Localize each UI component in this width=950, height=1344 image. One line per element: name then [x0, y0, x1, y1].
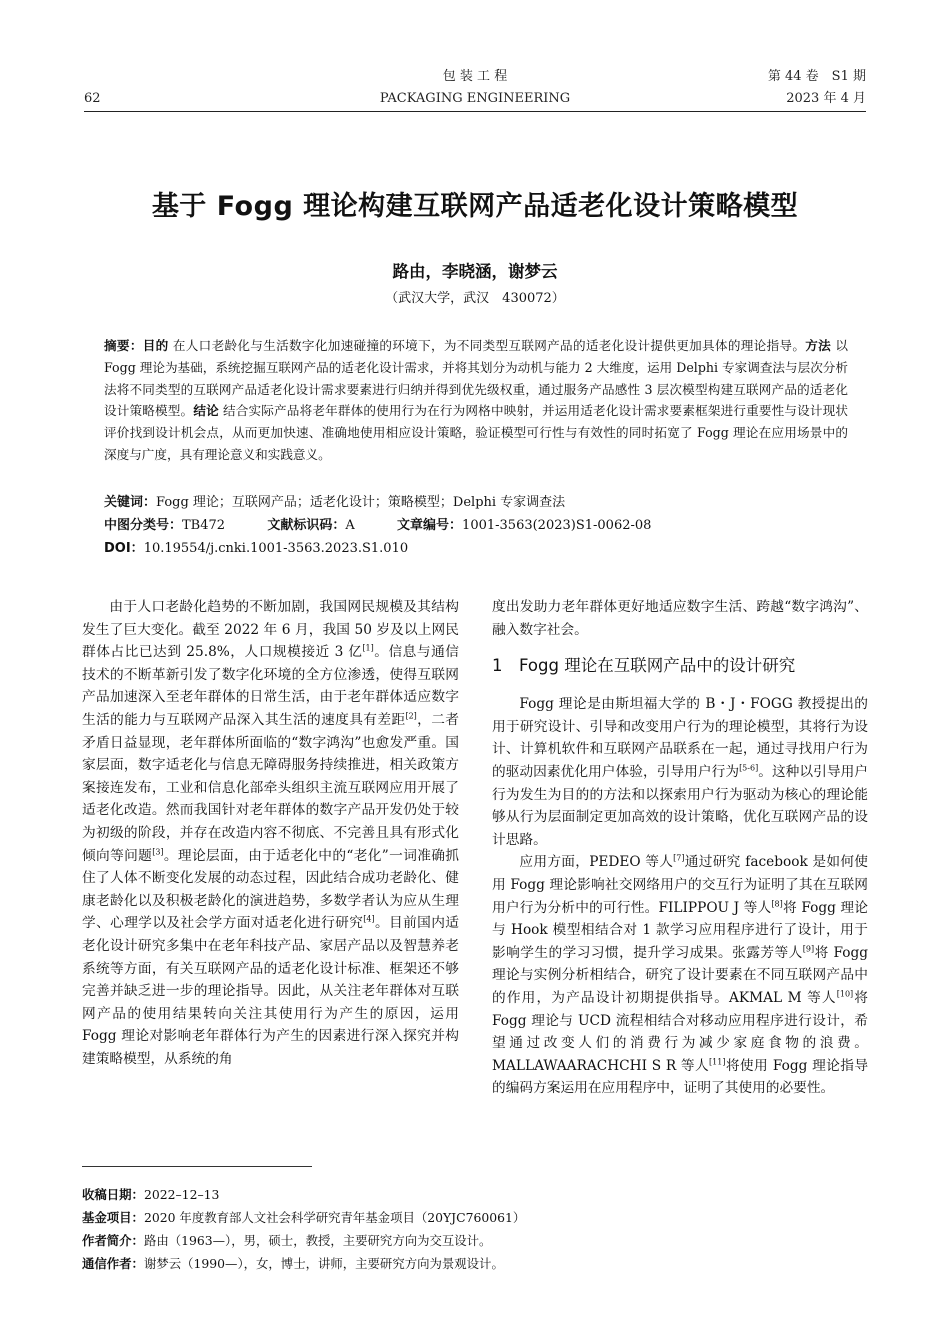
keywords: Fogg 理论；互联网产品；适老化设计；策略模型；Delphi 专家调查法 — [156, 495, 566, 510]
doc-code-label: 文献标识码： — [267, 518, 346, 533]
text-run: 由于人口老龄化趋势的不断加剧，我国网民规模及其结构发生了巨大变化。截至 2022 年 6 月，我国 50 岁及以上网民群体占比已达到 25.8%，人口规模接近 3 亿 — [82, 599, 459, 661]
citation: [3] — [152, 846, 164, 856]
paragraph — [492, 693, 868, 851]
text-run: ，二者矛盾日益显现，老年群体所面临的“数字鸿沟”也愈发严重。国家层面，数字适老化与信息无障碍服务持续推进，相关政策方案接连发布，工业和信息化部牵头组织主流互联网应用开展了适老化改造。然而我国针对老年群体的数字产品开发仍处于较为初级的阶段，并存在改造内容不彻底、不完善且具有形式化倾向等问题 — [82, 711, 459, 864]
section-heading: 1 Fogg 理论在互联网产品中的设计研究 — [492, 656, 796, 676]
method-label: 方法 — [805, 338, 832, 353]
clc-code: TB472 — [182, 518, 226, 533]
received-date: 2022–12–13 — [143, 1187, 220, 1202]
body-right-column — [492, 596, 868, 1100]
text-run: 将 Fogg 理论与 Hook 模型相结合对 1 款学习应用程序进行了设计，用于影响学生的学习习惯，提升学习成果。张露芳等人 — [492, 899, 868, 961]
citation: [1] — [362, 643, 374, 653]
text-run: 。理论层面，由于适老化中的“老化”一词准确抓住了人体不断变化发展的动态过程，因此结合成功老龄化、健康老龄化以及积极老龄化的演进趋势，多数学者认为应从生理学、心理学以及社会学方面对适老化进行研究 — [82, 847, 459, 932]
abstract-conclusion: 结合实际产品将老年群体的使用行为在行为网格中映射，并运用适老化设计需求要素框架进行重要性与设计现状评价找到设计机会点，从而更加快速、准确地使用相应设计策略，验证模型可行性与有效性的同时拓宽了 Fogg 理论在应用场景中的深度与广度，具有理论意义和实践意义。 — [104, 403, 849, 462]
journal-name-en: PACKAGING ENGINEERING — [379, 91, 571, 106]
conclusion-label: 结论 — [193, 403, 219, 419]
journal-name-cn: 包 装 工 程 — [442, 69, 508, 84]
corresponding-author: 谢梦云（1990—），女，博士，讲师，主要研究方向为景观设计。 — [143, 1256, 504, 1271]
abstract-method: 以 Fogg 理论为基础，系统挖掘互联网产品的适老化设计需求，并将其划分为动机与能力 2 大维度，运用 Delphi 专家调查法与层次分析法将不同类型的互联网产品适老化设计需求要素进行归纳并得到优先级权重，通过服务产品感性 3 层次模型构建互联网产品的适老化设计策略模型。 — [104, 338, 848, 419]
abstract-label: 摘要： — [104, 338, 143, 353]
received-label: 收稿日期： — [82, 1187, 144, 1202]
text-run: 。目前国内适老化设计研究多集中在老年科技产品、家居产品以及智慧养老系统等方面，有关互联网产品的适老化设计标准、框架还不够完善并缺乏进一步的理论指导。因此，从关注老年群体对互联网产品的使用结果转向关注其使用行为产生的原因，运用 Fogg 理论对影响老年群体行为产生的因素进行深入探究并构建策略模型，从系统的角 — [82, 915, 459, 1067]
text-run: 将使用 Fogg 理论指导的编码方案运用在应用程序中，证明了其使用的必要性。 — [492, 1057, 869, 1097]
volume-issue: 第 44 卷 S1 期 — [767, 69, 866, 84]
author-bio-label: 作者简介： — [82, 1233, 144, 1248]
footnote-author — [82, 1233, 872, 1249]
abstract-objective: 在人口老龄化与生活数字化加速碰撞的环境下，为不同类型互联网产品的适老化设计提供更加具体的理论指导。 — [172, 338, 806, 353]
citation: [4] — [363, 914, 375, 924]
corresponding-label: 通信作者： — [82, 1256, 144, 1271]
issue-date: 2023 年 4 月 — [786, 91, 866, 106]
body-left-column — [82, 596, 459, 1070]
citation: [2] — [405, 711, 417, 721]
article-number: 1001-3563(2023)S1-0062-08 — [462, 518, 652, 533]
citation: [5-6] — [739, 763, 759, 773]
authors: 路由，李晓涵，谢梦云 — [392, 262, 558, 281]
text-run: 。这种以引导用户行为发生为目的的方法和以探索用户行为驱动为核心的理论能够从行为层面制定更加高效的设计策略，优化互联网产品的设计思路。 — [492, 763, 868, 848]
fund-label: 基金项目： — [82, 1210, 144, 1225]
text-run: 。信息与通信技术的不断革新引发了数字化环境的全方位渗透，使得互联网产品加速深入至老年群体的日常生活，由于老年群体适应数字生活的能力与互联网产品深入其生活的速度具有差距 — [82, 644, 459, 728]
objective-label: 目的 — [142, 338, 169, 353]
footnote-corresponding — [82, 1256, 872, 1272]
doc-code: A — [345, 518, 355, 533]
classification-line — [104, 516, 651, 536]
fund-text: 2020 年度教育部人文社会科学研究青年基金项目（20YJC760061） — [143, 1210, 526, 1225]
keywords-line — [104, 493, 565, 513]
text-run: 将 Fogg 理论与 UCD 流程相结合对移动应用程序进行设计，希望通过改变人们的消费行为减少家庭食物的浪费。MALLAWAARACHCHI S R 等人 — [492, 989, 868, 1074]
text-run: Fogg 理论是由斯坦福大学的 B・J・FOGG 教授提出的用于研究设计、引导和改变用户行为的理论模型，其将行为设计、计算机软件和互联网产品联系在一起，通过寻找用户行为的驱动因素优化用户体验，引导用户行为 — [492, 696, 868, 780]
footnote-received — [82, 1187, 872, 1203]
footnote-rule — [82, 1166, 312, 1167]
citation: [7] — [673, 853, 685, 863]
affiliation: （武汉大学，武汉 430072） — [385, 291, 565, 306]
text-run: 通过研究 facebook 是如何使用 Fogg 理论影响社交网络用户的交互行为证明了其在互联网用户行为分析中的可行性。FILIPPOU J 等人 — [492, 854, 868, 916]
keywords-label: 关键词： — [104, 495, 157, 510]
continued-paragraph: 度出发助力老年群体更好地适应数字生活、跨越“数字鸿沟”、融入数字社会。 — [492, 599, 868, 638]
author-bio: 路由（1963—），男，硕士，教授，主要研究方向为交互设计。 — [143, 1233, 492, 1248]
paragraph — [492, 851, 868, 1100]
abstract — [104, 335, 848, 466]
article-title: 基于 Fogg 理论构建互联网产品适老化设计策略模型 — [151, 191, 799, 222]
text-run: 将 Fogg 理论与实例分析相结合，研究了设计要素在不同互联网产品中的作用，为产品设计初期提供指导。AKMAL M 等人 — [492, 944, 868, 1006]
article-number-label: 文章编号： — [397, 518, 463, 533]
citation: [9] — [802, 944, 815, 954]
header-rule — [84, 111, 866, 112]
citation: [11] — [709, 1057, 726, 1067]
citation: [8] — [771, 898, 783, 908]
clc-label: 中图分类号： — [104, 518, 183, 533]
doi-label: DOI： — [104, 541, 144, 556]
doi: 10.19554/j.cnki.1001-3563.2023.S1.010 — [143, 541, 409, 556]
footnote-fund — [82, 1210, 872, 1226]
intro-paragraph — [82, 596, 459, 1070]
page-number: 62 — [84, 91, 101, 106]
citation: [10] — [836, 989, 854, 999]
text-run: 应用方面，PEDEO 等人 — [519, 854, 674, 871]
doi-line — [104, 539, 408, 559]
